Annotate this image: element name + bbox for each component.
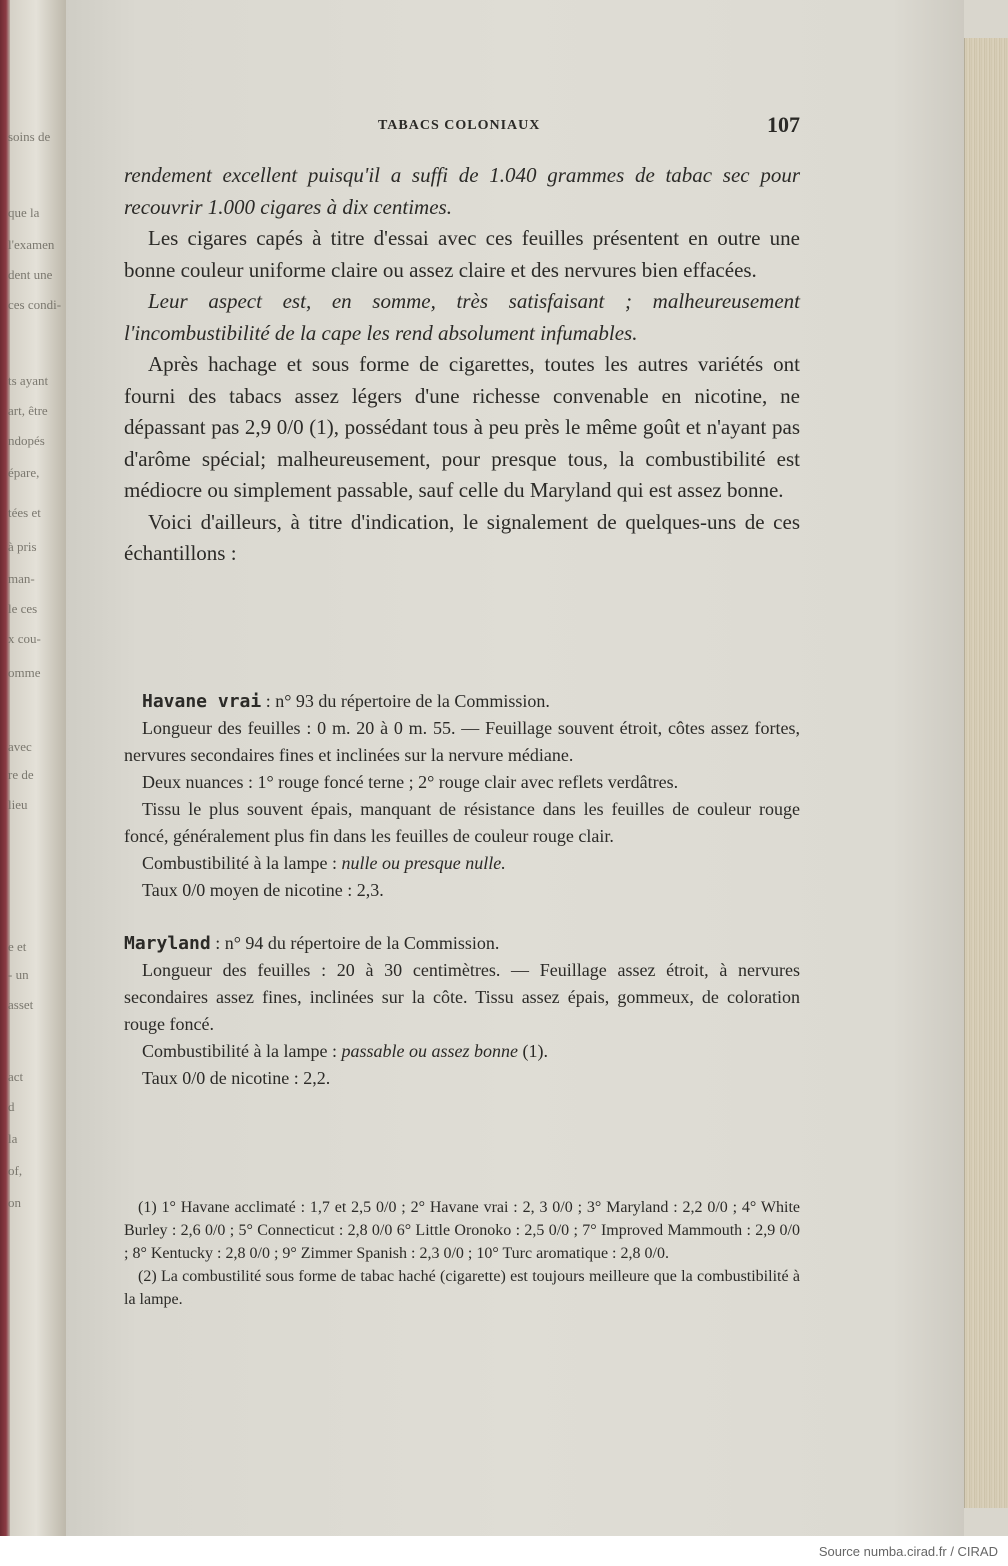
bleed-text: avec xyxy=(8,739,32,754)
bleed-text: ndopés xyxy=(8,433,45,448)
footnote: (1) 1° Havane acclimaté : 1,7 et 2,5 0/0 ; 2° Havane vrai : 2, 3 0/0 ; 3° Maryland : 2,2 0/0 ; 4° White Burley : 2,6 0/0 ; 5° Connecticut : 2,8 0/0 6° Little Oronoko : 2,5 0/0 ; 7° Improved Mammouth : 2,9 0/0 ; 8° Kentucky : 2,8 0/0 ; 9° Zimmer Spanish : 2,3 0/0 ; 10° Turc aromatique : 2,8 0/0. xyxy=(124,1199,800,1262)
bleed-text: la xyxy=(8,1131,18,1146)
bleed-text: x cou- xyxy=(8,631,41,646)
havane-line: Longueur des feuilles : 0 m. 20 à 0 m. 55. — Feuillage souvent étroit, côtes assez fortes, nervures secondaires fines et inclinées sur la nervure médiane. xyxy=(124,718,800,765)
maryland-line: Taux 0/0 de nicotine : 2,2. xyxy=(142,1068,331,1088)
page-stack-edges xyxy=(964,38,1008,1508)
bleed-text: asset xyxy=(8,997,34,1012)
sample-descriptions xyxy=(124,688,800,1092)
maryland-heading: Maryland : n° 94 du répertoire de la Commission. xyxy=(124,933,500,954)
bleed-text: lieu xyxy=(8,797,28,812)
bleed-text: of, xyxy=(8,1163,23,1178)
bleed-text: tées et xyxy=(8,505,41,520)
bleed-text: e et xyxy=(8,939,27,954)
bleed-text: soins de xyxy=(8,129,51,144)
bleed-text: act xyxy=(8,1069,24,1084)
paragraph: Après hachage et sous forme de cigarettes, toutes les autres variétés ont fourni des tabacs assez légers d'une richesse convenable en nicotine, ne dépassant pas 2,9 0/0 (1), possédant tous à peu près le même goût et n'ayant pas d'arôme spécial; malheureusement, pour presque tous, la combustibilité est médiocre ou simplement passable, sauf celle du Maryland qui est assez bonne. xyxy=(124,352,800,502)
maryland-line: Longueur des feuilles : 20 à 30 centimètres. — Feuillage assez étroit, à nervures secondaires assez fines, inclinées sur la côte. Tissu assez épais, gommeux, de coloration rouge foncé. xyxy=(124,960,800,1034)
variety-name: Havane vrai xyxy=(142,691,262,712)
maryland-line: Combustibilité à la lampe : passable ou assez bonne (1). xyxy=(142,1041,548,1061)
bleed-text: man- xyxy=(8,571,35,586)
facing-page-margin xyxy=(0,0,67,1536)
bleed-text: ces condi- xyxy=(8,297,62,312)
bleed-text: dent une xyxy=(8,267,53,282)
source-credit: Source numba.cirad.fr / CIRAD xyxy=(818,1544,998,1559)
page-header xyxy=(378,112,800,138)
bleed-text: d xyxy=(8,1099,15,1114)
paragraph: Les cigares capés à titre d'essai avec ces feuilles présentent en outre une bonne couleur uniforme claire ou assez claire et des nervures bien effacées. xyxy=(124,226,800,282)
bleed-text: le ces xyxy=(8,601,38,616)
bleed-text: épare, xyxy=(8,465,40,480)
main-text xyxy=(124,160,800,570)
havane-line: Tissu le plus souvent épais, manquant de résistance dans les feuilles de couleur rouge foncé, généralement plus fin dans les feuilles de couleur rouge clair. xyxy=(124,799,800,846)
page-number: 107 xyxy=(767,112,800,137)
variety-name: Maryland xyxy=(124,933,211,954)
bleed-text: on xyxy=(8,1195,21,1210)
paragraph: Leur aspect est, en somme, très satisfaisant ; malheureusement l'incombustibilité de la cape les rend absolument infumables. xyxy=(124,289,800,345)
bleed-text: art, être xyxy=(8,403,48,418)
havane-line: Combustibilité à la lampe : nulle ou presque nulle. xyxy=(142,853,506,873)
bleed-text: - un xyxy=(8,967,29,982)
havane-line: Deux nuances : 1° rouge foncé terne ; 2° rouge clair avec reflets verdâtres. xyxy=(142,772,679,792)
havane-heading: Havane vrai : n° 93 du répertoire de la Commission. xyxy=(142,691,550,712)
bleed-text: re de xyxy=(8,767,34,782)
bleed-text: à pris xyxy=(8,539,37,554)
footnote: (2) La combustilité sous forme de tabac haché (cigarette) est toujours meilleure que la combustibilité à la lampe. xyxy=(124,1268,800,1308)
running-head: TABACS COLONIAUX xyxy=(378,118,541,133)
bleed-text: ts ayant xyxy=(8,373,49,388)
paragraph: rendement excellent puisqu'il a suffi de 1.040 grammes de tabac sec pour recouvrir 1.000 cigares à dix centimes. xyxy=(124,163,800,219)
havane-line: Taux 0/0 moyen de nicotine : 2,3. xyxy=(142,880,384,900)
bleed-text: l'examen xyxy=(8,237,55,252)
bleed-text: omme xyxy=(8,665,41,680)
footnotes xyxy=(124,1196,800,1311)
bleed-text: que la xyxy=(8,205,40,220)
paragraph: Voici d'ailleurs, à titre d'indication, le signalement de quelques-uns de ces échantillons : xyxy=(124,509,800,565)
